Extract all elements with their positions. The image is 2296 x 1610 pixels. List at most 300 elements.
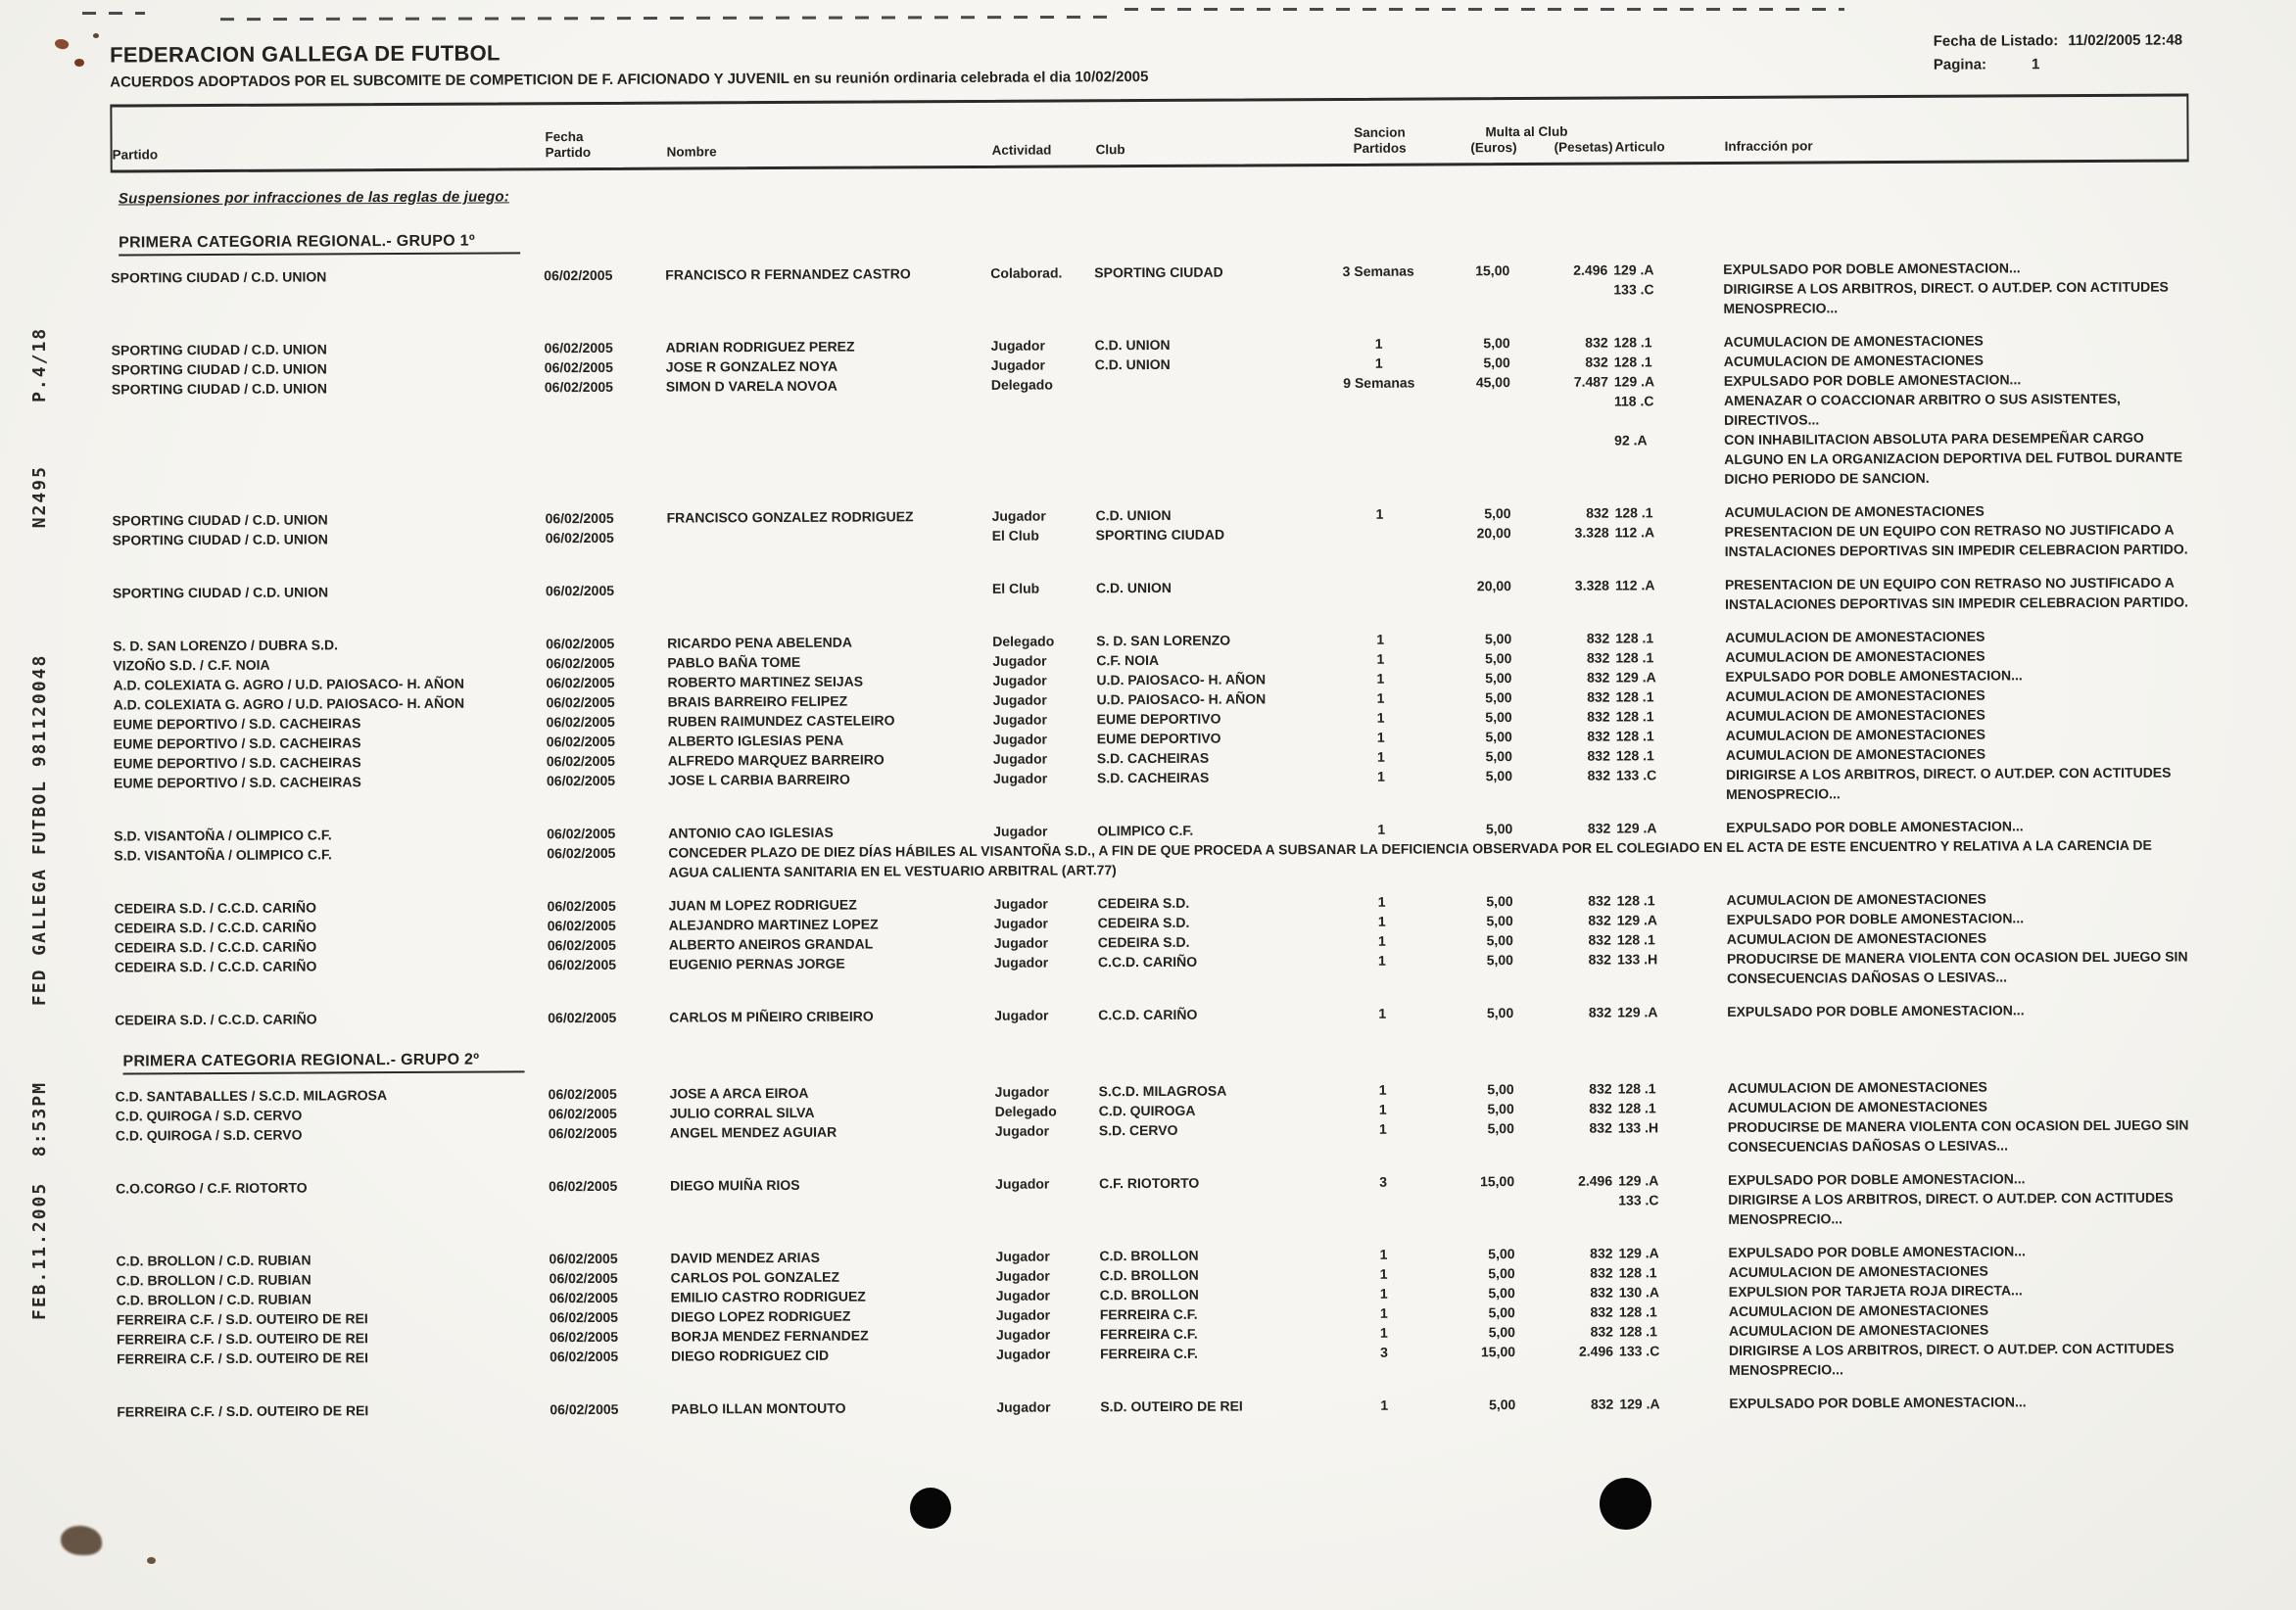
- cell-sancion: 1: [1377, 952, 1386, 969]
- cell-infraccion: EXPULSADO POR DOBLE AMONESTACION... DIRIGIRSE A LOS ARBITROS, DIRECT. O AUT.DEP. CON ACTITUDES MENOSPRECIO...: [1728, 1170, 2174, 1227]
- cell-pesetas: 832: [1587, 669, 1610, 686]
- cell-euros: 5,00: [1485, 689, 1512, 706]
- cell-actividad: Jugador: [992, 711, 1047, 728]
- cell-fecha: 06/02/2005: [546, 635, 615, 652]
- cell-articulo: 129 .A: [1616, 820, 1657, 836]
- cell-articulo: 128 .1: [1615, 708, 1654, 725]
- cell-fecha: 06/02/2005: [550, 1400, 619, 1418]
- cell-fecha: 06/02/2005: [549, 1308, 618, 1326]
- cell-pesetas: 832: [1585, 354, 1608, 370]
- cell-nombre: CARLOS M PIÑEIRO CRIBEIRO: [669, 1008, 874, 1025]
- cell-actividad: Jugador: [992, 770, 1048, 786]
- cell-articulo: 128 .1: [1615, 630, 1654, 646]
- cell-sancion: 1: [1378, 1081, 1387, 1098]
- col-multa-label: Multa al Club: [1485, 123, 1568, 140]
- cell-articulo: 128 .1: [1618, 1323, 1657, 1340]
- cell-articulo: 133 .C: [1615, 767, 1657, 783]
- cell-articulo: 128 .1: [1613, 354, 1652, 370]
- cell-euros: 45,00: [1475, 374, 1510, 391]
- cell-sancion: 1: [1376, 631, 1385, 647]
- cell-fecha: 06/02/2005: [545, 529, 614, 546]
- col-multa-al-club: [1438, 124, 1614, 157]
- cell-euros: 5,00: [1483, 335, 1510, 352]
- cell-euros: 5,00: [1485, 670, 1512, 687]
- cell-pesetas: 832: [1587, 747, 1610, 764]
- cell-articulo: 128 .1: [1618, 1264, 1657, 1281]
- cell-infraccion: PRODUCIRSE DE MANERA VIOLENTA CON OCASION DEL JUEGO SIN CONSECUENCIAS DAÑOSAS O LESIVAS...: [1726, 948, 2188, 986]
- cell-pesetas: 832: [1586, 630, 1610, 646]
- cell-infraccion: ACUMULACION DE AMONESTACIONES: [1727, 1098, 1988, 1115]
- table-row: [112, 368, 2191, 497]
- cell-partido: S. D. SAN LORENZO / DUBRA S.D.: [113, 637, 338, 654]
- listing-meta: [1934, 31, 2183, 79]
- cell-partido: S.D. VISANTOÑA / OLIMPICO C.F.: [114, 827, 332, 844]
- cell-sancion: 1: [1374, 355, 1383, 371]
- cell-actividad: Jugador: [994, 1122, 1050, 1139]
- cell-euros: 5,00: [1485, 821, 1513, 837]
- cell-articulo: 112 .A: [1614, 524, 1655, 541]
- cell-actividad: Jugador: [993, 934, 1049, 951]
- cell-fecha: 06/02/2005: [547, 844, 616, 862]
- cell-pesetas: 3.328: [1574, 524, 1609, 541]
- cell-club: C.D. UNION: [1094, 336, 1171, 354]
- col-actividad: Actividad: [991, 142, 1052, 158]
- cell-fecha: 06/02/2005: [549, 1177, 618, 1195]
- cell-sancion: 1: [1379, 1304, 1388, 1321]
- cell-partido: SPORTING CIUDAD / C.D. UNION: [112, 531, 328, 548]
- cell-actividad: Jugador: [992, 691, 1047, 708]
- cell-resolution-note: [670, 1114, 2194, 1161]
- cell-fecha: 06/02/2005: [547, 956, 617, 973]
- cell-nombre: EMILIO CASTRO RODRIGUEZ: [670, 1288, 866, 1305]
- cell-fecha: 06/02/2005: [549, 1289, 618, 1306]
- cell-infraccion: EXPULSADO POR DOBLE AMONESTACION...: [1727, 1002, 2025, 1019]
- cell-euros: 5,00: [1488, 1265, 1515, 1282]
- cell-pesetas: 832: [1590, 1323, 1613, 1340]
- cell-actividad: Delegado: [992, 633, 1055, 649]
- col-sancion-partidos: Sancion Partidos: [1353, 124, 1407, 156]
- cell-infraccion: ACUMULACION DE AMONESTACIONES: [1726, 929, 1987, 947]
- cell-euros: 5,00: [1484, 505, 1511, 522]
- cell-articulo: 133 .H: [1616, 951, 1658, 968]
- cell-euros: 5,00: [1483, 355, 1510, 371]
- cell-resolution-note: [670, 1167, 2194, 1234]
- cell-articulo: 128 .1: [1616, 931, 1655, 948]
- cell-pesetas: 832: [1587, 688, 1610, 705]
- cell-infraccion: PRODUCIRSE DE MANERA VIOLENTA CON OCASION DEL JUEGO SIN CONSECUENCIAS DAÑOSAS O LESIVAS...: [1727, 1116, 2189, 1155]
- table-row: [117, 1391, 2195, 1421]
- cell-partido: C.D. QUIROGA / S.D. CERVO: [115, 1126, 303, 1144]
- cell-nombre: ANGEL MENDEZ AGUIAR: [669, 1123, 837, 1141]
- col-infraccion: Infracción por: [1724, 138, 1813, 154]
- cell-fecha: 06/02/2005: [546, 772, 616, 789]
- cell-club: FERREIRA C.F.: [1099, 1325, 1198, 1343]
- cell-infraccion: ACUMULACION DE AMONESTACIONES: [1723, 332, 1984, 350]
- cell-euros: 5,00: [1487, 1120, 1514, 1137]
- fax-artifact-line: [82, 12, 145, 15]
- table-row: [111, 257, 2189, 326]
- cell-sancion: 1: [1378, 1101, 1387, 1117]
- cell-club: U.D. PAIOSACO- H. AÑON: [1096, 690, 1267, 708]
- cell-fecha: 06/02/2005: [544, 339, 613, 356]
- cell-nombre: JUAN M LOPEZ RODRIGUEZ: [668, 896, 857, 914]
- scan-stain: [147, 1557, 156, 1564]
- col-fecha-partido: Fecha Partido: [545, 129, 592, 161]
- cell-articulo: 130 .A: [1618, 1284, 1660, 1301]
- cell-pesetas: 832: [1587, 708, 1610, 725]
- cell-fecha: 06/02/2005: [549, 1328, 619, 1346]
- cell-infraccion: EXPULSADO POR DOBLE AMONESTACION... DIRIGIRSE A LOS ARBITROS, DIRECT. O AUT.DEP. CON ACTITUDES MENOSPRECIO...: [1723, 260, 2169, 316]
- cell-actividad: Jugador: [993, 915, 1049, 931]
- cell-partido: EUME DEPORTIVO / S.D. CACHEIRAS: [113, 734, 361, 752]
- cell-actividad: Jugador: [995, 1175, 1050, 1192]
- cell-nombre: JULIO CORRAL SILVA: [669, 1104, 815, 1121]
- cell-club: C.D. BROLLON: [1099, 1247, 1199, 1264]
- cell-euros: 5,00: [1485, 650, 1512, 667]
- cell-nombre: RICARDO PENA ABELENDA: [667, 634, 853, 651]
- fax-artifact-line: [1124, 8, 1844, 11]
- cell-nombre: DIEGO LOPEZ RODRIGUEZ: [670, 1307, 851, 1325]
- cell-euros: 5,00: [1486, 932, 1513, 949]
- cell-actividad: Colaborad.: [990, 264, 1063, 281]
- col-multa-units: [1439, 140, 1615, 157]
- cell-sancion: 1: [1379, 1265, 1388, 1282]
- cell-pesetas: 832: [1588, 912, 1611, 928]
- cell-nombre: BRAIS BARREIRO FELIPEZ: [667, 692, 848, 710]
- cell-sancion: 1: [1379, 1285, 1388, 1302]
- cell-partido: EUME DEPORTIVO / S.D. CACHEIRAS: [113, 715, 361, 733]
- cell-euros: 5,00: [1486, 913, 1513, 929]
- cell-fecha: 06/02/2005: [544, 358, 613, 376]
- cell-fecha: 06/02/2005: [547, 897, 616, 915]
- cell-sancion: 1: [1374, 335, 1383, 352]
- cell-club: FERREIRA C.F.: [1099, 1345, 1198, 1362]
- cell-club: C.C.D. CARIÑO: [1097, 953, 1198, 971]
- cell-fecha: 06/02/2005: [546, 654, 615, 672]
- group-title: PRIMERA CATEGORIA REGIONAL.- GRUPO 1º: [119, 232, 520, 256]
- cell-euros: 20,00: [1476, 525, 1511, 542]
- cell-club: C.D. UNION: [1095, 506, 1172, 524]
- cell-nombre: JOSE A ARCA EIROA: [669, 1084, 809, 1102]
- cell-infraccion: EXPULSION POR TARJETA ROJA DIRECTA...: [1728, 1282, 2023, 1300]
- cell-pesetas: 832: [1586, 504, 1609, 521]
- cell-partido: CEDEIRA S.D. / C.C.D. CARIÑO: [115, 1011, 317, 1028]
- cell-nombre: DAVID MENDEZ ARIAS: [670, 1249, 821, 1266]
- cell-partido: SPORTING CIUDAD / C.D. UNION: [112, 584, 329, 601]
- cell-fecha: 06/02/2005: [549, 1269, 618, 1287]
- cell-articulo: 129 .A 133 .C: [1613, 261, 1654, 298]
- cell-pesetas: 832: [1588, 892, 1611, 909]
- cell-club: SPORTING CIUDAD: [1095, 526, 1225, 544]
- cell-actividad: Jugador: [992, 652, 1047, 669]
- cell-sancion: 1: [1377, 821, 1386, 837]
- cell-club: CEDEIRA S.D.: [1097, 914, 1190, 931]
- cell-articulo: 129 .A: [1618, 1245, 1659, 1261]
- cell-sancion: 1: [1376, 748, 1385, 765]
- document-subtitle: ACUERDOS ADOPTADOS POR EL SUBCOMITE DE COMPETICION DE F. AFICIONADO Y JUVENIL en su reunión ordinaria celebrada el dia 10/02/2005: [110, 69, 1149, 91]
- table-row: [116, 1167, 2194, 1237]
- cell-partido: SPORTING CIUDAD / C.D. UNION: [111, 268, 327, 286]
- document-title: FEDERACION GALLEGA DE FUTBOL: [110, 40, 501, 68]
- cell-infraccion: EXPULSADO POR DOBLE AMONESTACION...: [1726, 818, 2024, 835]
- cell-sancion: 1: [1377, 913, 1386, 929]
- scan-speck: [93, 33, 99, 38]
- fax-margin-text: FEB.11.2005 8:53PM FED GALLEGA FUTBOL 981120048 N2495 P.4/18: [29, 326, 50, 1320]
- cell-actividad: Jugador: [992, 731, 1048, 747]
- cell-articulo: 129 .A 118 .C 92 .A: [1613, 373, 1655, 449]
- fecha-listado: [1934, 31, 2182, 49]
- cell-partido: FERREIRA C.F. / S.D. OUTEIRO DE REI: [116, 1330, 368, 1348]
- cell-actividad: Jugador: [996, 1398, 1051, 1415]
- cell-infraccion: ACUMULACION DE AMONESTACIONES: [1725, 687, 1985, 704]
- cell-nombre: BORJA MENDEZ FERNANDEZ: [670, 1327, 869, 1345]
- cell-pesetas: 832: [1590, 1396, 1614, 1412]
- cell-partido: S.D. VISANTOÑA / OLIMPICO C.F.: [114, 846, 332, 864]
- cell-partido: FERREIRA C.F. / S.D. OUTEIRO DE REI: [117, 1402, 369, 1420]
- punch-hole-left: [910, 1488, 951, 1529]
- cell-articulo: 128 .1: [1617, 1080, 1656, 1097]
- cell-euros: 20,00: [1476, 578, 1511, 594]
- category-groups: [111, 200, 2195, 1421]
- cell-actividad: Delegado: [990, 376, 1053, 393]
- cell-nombre: ROBERTO MARTINEZ SEIJAS: [667, 673, 864, 690]
- cell-nombre: CARLOS POL GONZALEZ: [670, 1268, 840, 1286]
- cell-partido: EUME DEPORTIVO / S.D. CACHEIRAS: [113, 774, 361, 791]
- cell-euros: 5,00: [1485, 748, 1512, 765]
- cell-infraccion: DIRIGIRSE A LOS ARBITROS, DIRECT. O AUT.DEP. CON ACTITUDES MENOSPRECIO...: [1725, 764, 2172, 802]
- cell-infraccion: EXPULSADO POR DOBLE AMONESTACION...: [1726, 910, 2025, 927]
- cell-partido: C.D. BROLLON / C.D. RUBIAN: [116, 1291, 311, 1308]
- cell-fecha: 06/02/2005: [547, 936, 616, 954]
- cell-club: OLIMPICO C.F.: [1097, 822, 1194, 839]
- cell-nombre: JOSE L CARBIA BARREIRO: [667, 771, 850, 788]
- cell-club: FERREIRA C.F.: [1099, 1305, 1198, 1323]
- cell-partido: VIZOÑO S.D. / C.F. NOIA: [113, 656, 270, 674]
- cell-partido: A.D. COLEXIATA G. AGRO / U.D. PAIOSACO- H. AÑON: [113, 675, 465, 693]
- scan-speck: [74, 59, 84, 67]
- cell-club: S.D. CERVO: [1098, 1121, 1178, 1139]
- cell-fecha: 06/02/2005: [548, 1009, 617, 1026]
- cell-articulo: 133 .C: [1618, 1343, 1660, 1359]
- cell-articulo: 128 .1: [1617, 1100, 1656, 1116]
- cell-partido: SPORTING CIUDAD / C.D. UNION: [111, 380, 328, 398]
- cell-sancion: 1: [1378, 1005, 1387, 1021]
- cell-pesetas: 832: [1589, 1119, 1612, 1136]
- pagina-label: Pagina:: [1933, 56, 1987, 73]
- cell-euros: 5,00: [1489, 1397, 1516, 1413]
- cell-fecha: 06/02/2005: [546, 693, 615, 711]
- cell-nombre: ADRIAN RODRIGUEZ PEREZ: [665, 338, 855, 355]
- cell-club: C.D. BROLLON: [1099, 1266, 1199, 1284]
- cell-actividad: Jugador: [995, 1346, 1051, 1362]
- cell-actividad: Jugador: [990, 356, 1046, 373]
- cell-fecha: 06/02/2005: [546, 713, 615, 731]
- col-partido: Partido: [112, 147, 159, 163]
- cell-club: CEDEIRA S.D.: [1097, 894, 1190, 912]
- cell-infraccion: EXPULSADO POR DOBLE AMONESTACION...: [1725, 667, 2023, 685]
- cell-nombre: PABLO BAÑA TOME: [667, 653, 801, 671]
- cell-club: EUME DEPORTIVO: [1096, 730, 1221, 747]
- document-header: [110, 31, 2188, 90]
- cell-euros: 5,00: [1488, 1285, 1515, 1302]
- group-title: PRIMERA CATEGORIA REGIONAL.- GRUPO 2º: [122, 1051, 524, 1074]
- cell-articulo: 128 .1: [1615, 688, 1654, 705]
- cell-fecha: 06/02/2005: [545, 509, 614, 527]
- col-articulo: Articulo: [1614, 139, 1665, 155]
- cell-fecha: 06/02/2005: [547, 825, 616, 842]
- cell-euros: 5,00: [1487, 1081, 1514, 1098]
- cell-resolution-note: [669, 946, 2193, 993]
- cell-euros: 15,00: [1480, 1173, 1515, 1190]
- cell-infraccion: PRESENTACION DE UN EQUIPO CON RETRASO NO JUSTIFICADO A INSTALACIONES DEPORTIVAS SIN IMPEDIR CELEBRACION PARTIDO.: [1724, 574, 2188, 612]
- cell-sancion: 3: [1379, 1173, 1388, 1190]
- cell-actividad: Delegado: [994, 1103, 1057, 1119]
- cell-pesetas: 832: [1587, 728, 1610, 744]
- cell-euros: 5,00: [1484, 631, 1512, 647]
- col-pesetas: (Pesetas): [1554, 139, 1613, 155]
- cell-pesetas: 832: [1587, 767, 1610, 783]
- category-group: [111, 200, 2193, 1029]
- cell-actividad: Jugador: [995, 1248, 1050, 1264]
- cell-resolution-note: CONCEDER PLAZO DE DIEZ DÍAS HÁBILES AL VISANTOÑA S.D., A FIN DE QUE PROCEDA A SUBSANAR LA DEFICIENCIA OBSERVADA POR EL COLEGIADO EN EL ACTA DE ESTE ENCUENTRO Y RELATIVA A LA CARENCIA DE AGUA CALIENTA SANITARIA EN EL VESTUARIO ARBITRAL (ART.77): [668, 836, 2152, 880]
- cell-sancion: 1: [1376, 709, 1385, 726]
- cell-articulo: 128 .1: [1615, 728, 1654, 744]
- cell-pesetas: 832: [1590, 1264, 1613, 1281]
- cell-sancion: 3 Semanas: [1342, 262, 1414, 279]
- scan-speck: [54, 37, 71, 51]
- cell-club: C.C.D. CARIÑO: [1098, 1006, 1198, 1023]
- cell-sancion: 1: [1376, 689, 1385, 706]
- cell-actividad: Jugador: [995, 1326, 1051, 1343]
- cell-fecha: 06/02/2005: [544, 378, 613, 396]
- cell-sancion: 3: [1380, 1344, 1388, 1360]
- col-club: Club: [1095, 142, 1125, 158]
- col-nombre: Nombre: [666, 144, 717, 160]
- cell-infraccion: EXPULSADO POR DOBLE AMONESTACION... AMENAZAR O COACCIONAR ARBITRO O SUS ASISTENTES, DIRECTIVOS... CON INHABILITACION ABSOLUTA PARA DESEMPEÑAR CARGO ALGUNO EN LA ORGANIZACION DEPORTIVA DEL FUTBOL DURANTE DICHO PERIODO DE SANCION.: [1723, 371, 2183, 487]
- cell-actividad: Jugador: [993, 823, 1048, 839]
- cell-infraccion: ACUMULACION DE AMONESTACIONES: [1725, 726, 1986, 743]
- cell-infraccion: ACUMULACION DE AMONESTACIONES: [1726, 890, 1986, 908]
- cell-pesetas: 832: [1590, 1284, 1613, 1301]
- cell-club: CEDEIRA S.D.: [1097, 933, 1190, 951]
- cell-euros: 5,00: [1488, 1324, 1515, 1341]
- cell-club: C.D. QUIROGA: [1098, 1102, 1196, 1119]
- cell-actividad: Jugador: [993, 895, 1048, 912]
- cell-euros: 5,00: [1487, 1101, 1514, 1117]
- cell-pesetas: 7.487: [1573, 373, 1608, 390]
- cell-actividad: Jugador: [995, 1287, 1051, 1303]
- cell-club: SPORTING CIUDAD: [1094, 263, 1223, 281]
- cell-fecha: 06/02/2005: [548, 1085, 617, 1103]
- cell-euros: 5,00: [1486, 952, 1513, 969]
- document-content: [110, 31, 2195, 1421]
- cell-fecha: 06/02/2005: [548, 1105, 617, 1122]
- cell-infraccion: EXPULSADO POR DOBLE AMONESTACION...: [1729, 1394, 2027, 1411]
- cell-pesetas: 2.496: [1578, 1172, 1613, 1189]
- cell-articulo: 128 .1: [1614, 504, 1653, 521]
- cell-infraccion: PRESENTACION DE UN EQUIPO CON RETRASO NO JUSTIFICADO A INSTALACIONES DEPORTIVAS SIN IMPEDIR CELEBRACION PARTIDO.: [1724, 521, 2188, 559]
- cell-articulo: 129 .A: [1616, 912, 1658, 928]
- cell-fecha: 06/02/2005: [546, 752, 615, 770]
- cell-nombre: JOSE R GONZALEZ NOYA: [665, 357, 838, 375]
- cell-nombre: DIEGO RODRIGUEZ CID: [671, 1347, 830, 1364]
- cell-nombre: FRANCISCO R FERNANDEZ CASTRO: [665, 265, 911, 283]
- cell-nombre: ALEJANDRO MARTINEZ LOPEZ: [668, 916, 879, 933]
- cell-pesetas: 832: [1588, 1004, 1612, 1020]
- cell-club: S.D. CACHEIRAS: [1096, 749, 1210, 767]
- cell-nombre: ALBERTO ANEIROS GRANDAL: [668, 935, 874, 953]
- cell-actividad: Jugador: [994, 1083, 1049, 1100]
- cell-sancion: 1: [1376, 729, 1385, 745]
- cell-nombre: ALBERTO IGLESIAS PENA: [667, 732, 844, 749]
- cell-nombre: EUGENIO PERNAS JORGE: [668, 955, 845, 972]
- scan-stain: [61, 1526, 102, 1555]
- cell-actividad: El Club: [991, 527, 1039, 544]
- cell-euros: 5,00: [1485, 768, 1512, 784]
- cell-resolution-note: [668, 762, 2192, 809]
- cell-infraccion: ACUMULACION DE AMONESTACIONES: [1724, 502, 1985, 520]
- cell-actividad: Jugador: [994, 1007, 1049, 1023]
- cell-nombre: ALFREDO MARQUEZ BARREIRO: [667, 751, 885, 769]
- cell-actividad: Jugador: [992, 672, 1047, 688]
- cell-club: C.D. UNION: [1095, 579, 1172, 596]
- cell-club: C.F. NOIA: [1096, 651, 1160, 669]
- cell-pesetas: 832: [1589, 1080, 1612, 1097]
- cell-nombre: DIEGO MUIÑA RIOS: [670, 1176, 800, 1194]
- cell-fecha: 06/02/2005: [550, 1348, 619, 1365]
- cell-club: S.D. CACHEIRAS: [1096, 769, 1210, 786]
- cell-sancion: 1: [1376, 650, 1385, 667]
- pagina: [1934, 55, 2182, 72]
- cell-infraccion: ACUMULACION DE AMONESTACIONES: [1725, 706, 1985, 724]
- cell-pesetas: 832: [1587, 820, 1611, 836]
- cell-infraccion: ACUMULACION DE AMONESTACIONES: [1728, 1321, 1989, 1339]
- cell-fecha: 06/02/2005: [547, 917, 616, 934]
- cell-fecha: 06/02/2005: [546, 733, 615, 750]
- section-title: Suspensiones por infracciones de las reglas de juego:: [118, 188, 509, 208]
- cell-euros: 15,00: [1480, 1344, 1516, 1360]
- cell-partido: C.D. SANTABALLES / S.C.D. MILAGROSA: [115, 1087, 388, 1105]
- cell-sancion: 1: [1376, 670, 1385, 687]
- cell-sancion: 1: [1379, 1246, 1388, 1262]
- cell-partido: C.D. QUIROGA / S.D. CERVO: [115, 1107, 303, 1124]
- cell-club: C.D. BROLLON: [1099, 1286, 1199, 1303]
- cell-fecha: 06/02/2005: [548, 1124, 617, 1142]
- cell-nombre: ANTONIO CAO IGLESIAS: [668, 824, 834, 841]
- cell-partido: FERREIRA C.F. / S.D. OUTEIRO DE REI: [117, 1350, 369, 1367]
- cell-euros: 5,00: [1488, 1304, 1515, 1321]
- cell-fecha: 06/02/2005: [544, 266, 613, 284]
- cell-partido: CEDEIRA S.D. / C.C.D. CARIÑO: [114, 958, 317, 975]
- cell-sancion: 9 Semanas: [1343, 374, 1415, 391]
- cell-partido: SPORTING CIUDAD / C.D. UNION: [112, 511, 328, 529]
- category-group: [115, 1018, 2195, 1421]
- cell-nombre: RUBEN RAIMUNDEZ CASTELEIRO: [667, 712, 895, 730]
- cell-partido: A.D. COLEXIATA G. AGRO / U.D. PAIOSACO- H. AÑON: [113, 694, 465, 713]
- cell-actividad: Jugador: [992, 750, 1048, 767]
- cell-actividad: El Club: [991, 580, 1040, 596]
- cell-infraccion: ACUMULACION DE AMONESTACIONES: [1728, 1302, 1989, 1319]
- cell-actividad: Jugador: [995, 1267, 1050, 1284]
- fax-artifact-line: [220, 16, 1107, 21]
- cell-infraccion: ACUMULACION DE AMONESTACIONES: [1725, 628, 1985, 645]
- cell-pesetas: 832: [1590, 1303, 1613, 1320]
- cell-club: C.F. RIOTORTO: [1099, 1174, 1200, 1192]
- cell-euros: 5,00: [1485, 709, 1512, 726]
- cell-sancion: 1: [1379, 1324, 1388, 1341]
- cell-infraccion: EXPULSADO POR DOBLE AMONESTACION...: [1728, 1243, 2026, 1260]
- group-rows: [111, 257, 2193, 1029]
